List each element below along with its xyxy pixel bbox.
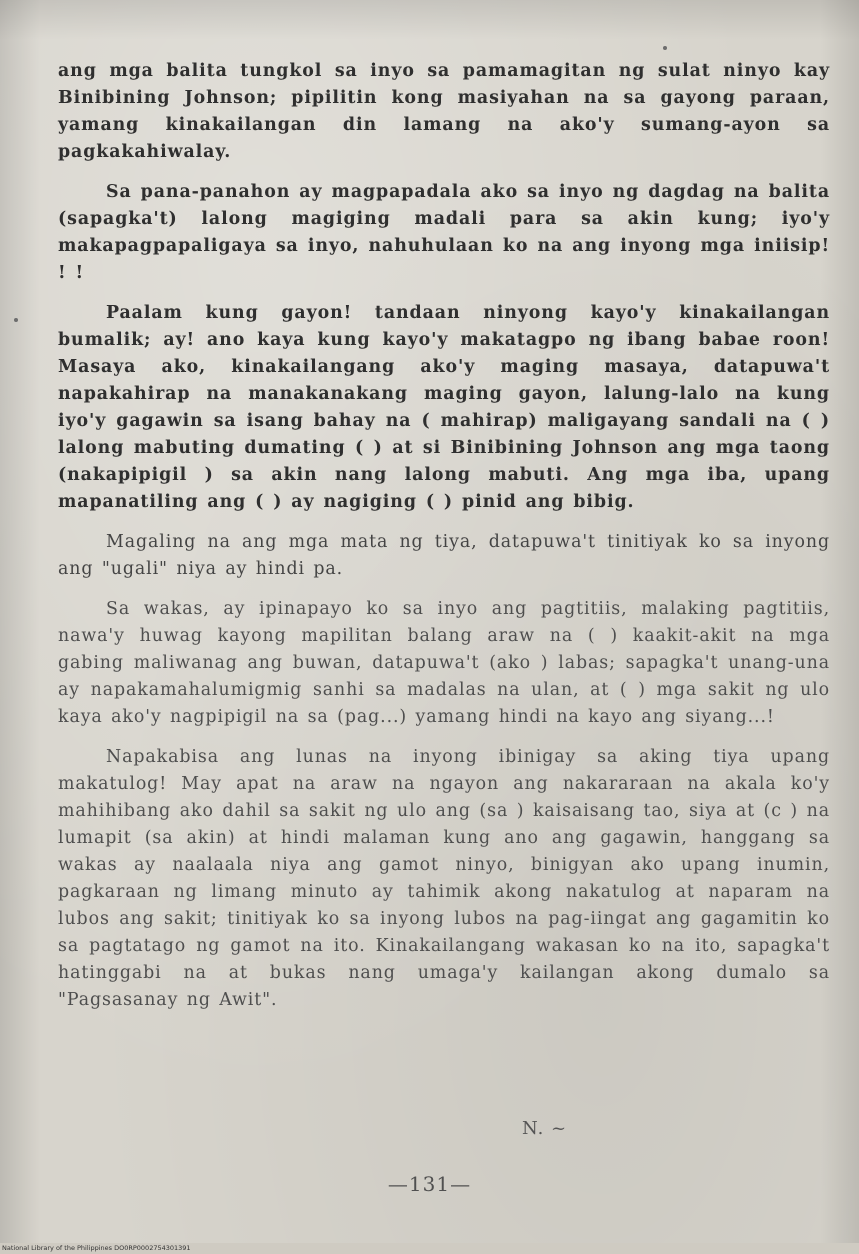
- page-number: —131—: [387, 1172, 472, 1196]
- letter-body: [58, 58, 830, 1027]
- margin-dot: [14, 318, 18, 322]
- paragraph-3: Paalam kung gayon! tandaan ninyong kayo'y kinakailangan bumalik; ay! ano kaya kung kayo'y makatagpo ng ibang babae roon! Masaya ako, kinakailangang ako'y maging masaya, datapuwa't napakahirap na manakanakang maging gayon, lalung-lalo na kung iyo'y gagawin sa isang bahay na ( mahirap) maligayang sandali na ( ) lalong mabuting dumating ( ) at si Binibining Johnson ang mga taong (nakapipigil ) sa akin nang lalong mabuti. Ang mga iba, upang mapanatiling ang ( ) ay nagiging ( ) pinid ang bibig.: [58, 303, 830, 512]
- paragraph-4: Magaling na ang mga mata ng tiya, datapuwa't tinitiyak ko sa inyong ang "ugali" niya ay hindi pa.: [58, 532, 830, 579]
- paragraph-1: ang mga balita tungkol sa inyo sa pamamagitan ng sulat ninyo kay Binibining Johnson; pipilitin kong masiyahan na sa gayong paraan, yamang kinakailangan din lamang na ako'y sumang-ayon sa pagkakahiwalay.: [58, 61, 830, 162]
- paragraph-2: Sa pana-panahon ay magpapadala ako sa inyo ng dagdag na balita (sapagka't) lalong magiging madali para sa akin kung; iyo'y makapagpapaligaya sa inyo, nahuhulaan ko na ang inyong mga iniisip! ! !: [58, 182, 830, 283]
- margin-dot: [663, 46, 667, 50]
- signature: N. ~: [522, 1118, 568, 1139]
- scan-shadow: [0, 0, 859, 40]
- paragraph-5: Sa wakas, ay ipinapayo ko sa inyo ang pagtitiis, malaking pagtitiis, nawa'y huwag kayong mapilitan balang araw na ( ) kaakit-akit na mga gabing maliwanag ang buwan, datapuwa't (ako ) labas; sapagka't unang-una ay napakamahalumigmig sanhi sa madalas na ulan, at ( ) mga sakit ng ulo kaya ako'y nagpipigil na sa (pag...) yamang hindi na kayo ang siyang...!: [58, 599, 830, 727]
- library-footer: National Library of the Philippines DO0RP0002754301391: [2, 1244, 191, 1252]
- paragraph-6: Napakabisa ang lunas na inyong ibinigay sa aking tiya upang makatulog! May apat na araw na ngayon ang nakararaan na akala ko'y mahihibang ako dahil sa sakit ng ulo ang (sa ) kaisaisang tao, siya at (c ) na lumapit (sa akin) at hindi malaman kung ano ang gagawin, hanggang sa wakas ay naalaala niya ang gamot ninyo, binigyan ako upang inumin, pagkaraan ng limang minuto ay tahimik akong nakatulog at naparam na lubos ang sakit; tinitiyak ko sa inyong lubos na pag-iingat ang gagamitin ko sa pagtatago ng gamot na ito. Kinakailangang wakasan ko na ito, sapagka't hatinggabi na at bukas nang umaga'y kailangan akong dumalo sa "Pagsasanay ng Awit".: [58, 747, 830, 1010]
